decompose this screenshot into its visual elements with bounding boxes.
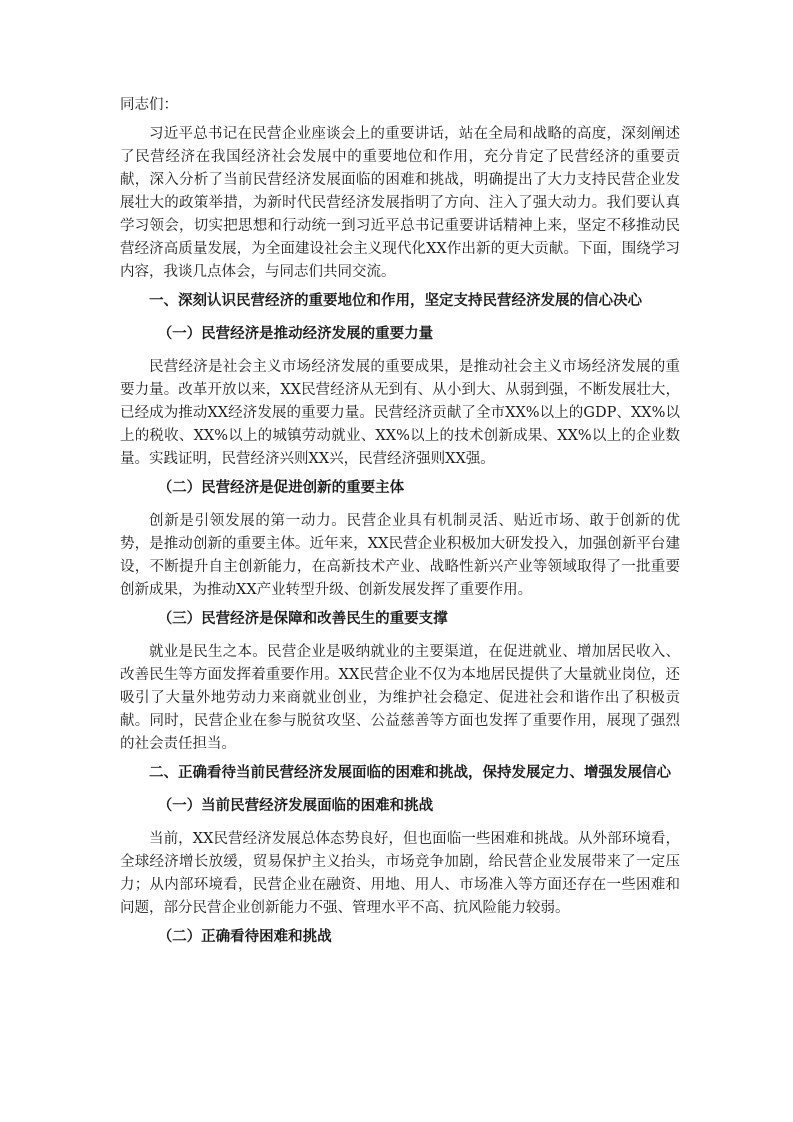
salutation: 同志们： xyxy=(120,97,178,113)
section-1-1-paragraph: 民营经济是社会主义市场经济发展的重要成果，是推动社会主义市场经济发展的重要力量。改革开放以来，XX民营经济从无到有、从小到大、从弱到强，不断发展壮大，已经成为推动XX经济发展的重要力量。民营经济贡献了全市XX%以上的GDP、XX%以上的税收、XX%以上的城镇劳动就业、XX%以上的技术创新成果、XX%以上的企业数量。实践证明，民营经济兴则XX兴，民营经济强则XX强。 xyxy=(120,359,680,467)
section-1-2-heading: （二）民营经济是促进创新的重要主体 xyxy=(157,480,405,496)
section-2-heading: 二、正确看待当前民营经济发展面临的困难和挑战，保持发展定力、增强发展信心 xyxy=(149,765,671,781)
section-2-2-heading: （二）正确看待困难和挑战 xyxy=(157,929,332,945)
section-1-2-paragraph: 创新是引领发展的第一动力。民营企业具有机制灵活、贴近市场、敢于创新的优势，是推动创新的重要主体。近年来，XX民营企业积极加大研发投入，加强创新平台建设，不断提升自主创新能力，在高新技术产业、战略性新兴产业等领域取得了一批重要创新成果，为推动XX产业转型升级、创新发展发挥了重要作用。 xyxy=(120,513,680,598)
section-1-3-paragraph: 就业是民生之本。民营企业是吸纳就业的主要渠道，在促进就业、增加居民收入、改善民生等方面发挥着重要作用。XX民营企业不仅为本地居民提供了大量就业岗位，还吸引了大量外地劳动力来商就业创业，为维护社会稳定、促进社会和谐作出了积极贡献。同时，民营企业在参与脱贫攻坚、公益慈善等方面也发挥了重要作用，展现了强烈的社会责任担当。 xyxy=(120,644,680,752)
section-2-1-heading: （一）当前民营经济发展面临的困难和挑战 xyxy=(157,798,434,814)
section-1-heading: 一、深刻认识民营经济的重要地位和作用，坚定支持民营经济发展的信心决心 xyxy=(149,293,642,309)
section-1-3-heading: （三）民营经济是保障和改善民生的重要支撑 xyxy=(157,611,448,627)
document-body xyxy=(120,94,680,959)
section-1-1-heading: （一）民营经济是推动经济发展的重要力量 xyxy=(157,326,434,342)
intro-paragraph: 习近平总书记在民营企业座谈会上的重要讲话，站在全局和战略的高度，深刻阐述了民营经济在我国经济社会发展中的重要地位和作用，充分肯定了民营经济的重要贡献，深入分析了当前民营经济发展面临的困难和挑战，明确提出了大力支持民营企业发展壮大的政策举措，为新时代民营经济发展指明了方向、注入了强大动力。我们要认真学习领会，切实把思想和行动统一到习近平总书记重要讲话精神上来，坚定不移推动民营经济高质量发展，为全面建设社会主义现代化XX作出新的更大贡献。下面，围绕学习内容，我谈几点体会，与同志们共同交流。 xyxy=(120,126,680,280)
section-2-1-paragraph: 当前，XX民营经济发展总体态势良好，但也面临一些困难和挑战。从外部环境看，全球经济增长放缓，贸易保护主义抬头，市场竞争加剧，给民营企业发展带来了一定压力；从内部环境看，民营企业在融资、用地、用人、市场准入等方面还存在一些困难和问题，部分民营企业创新能力不强、管理水平不高、抗风险能力较弱。 xyxy=(120,831,680,916)
